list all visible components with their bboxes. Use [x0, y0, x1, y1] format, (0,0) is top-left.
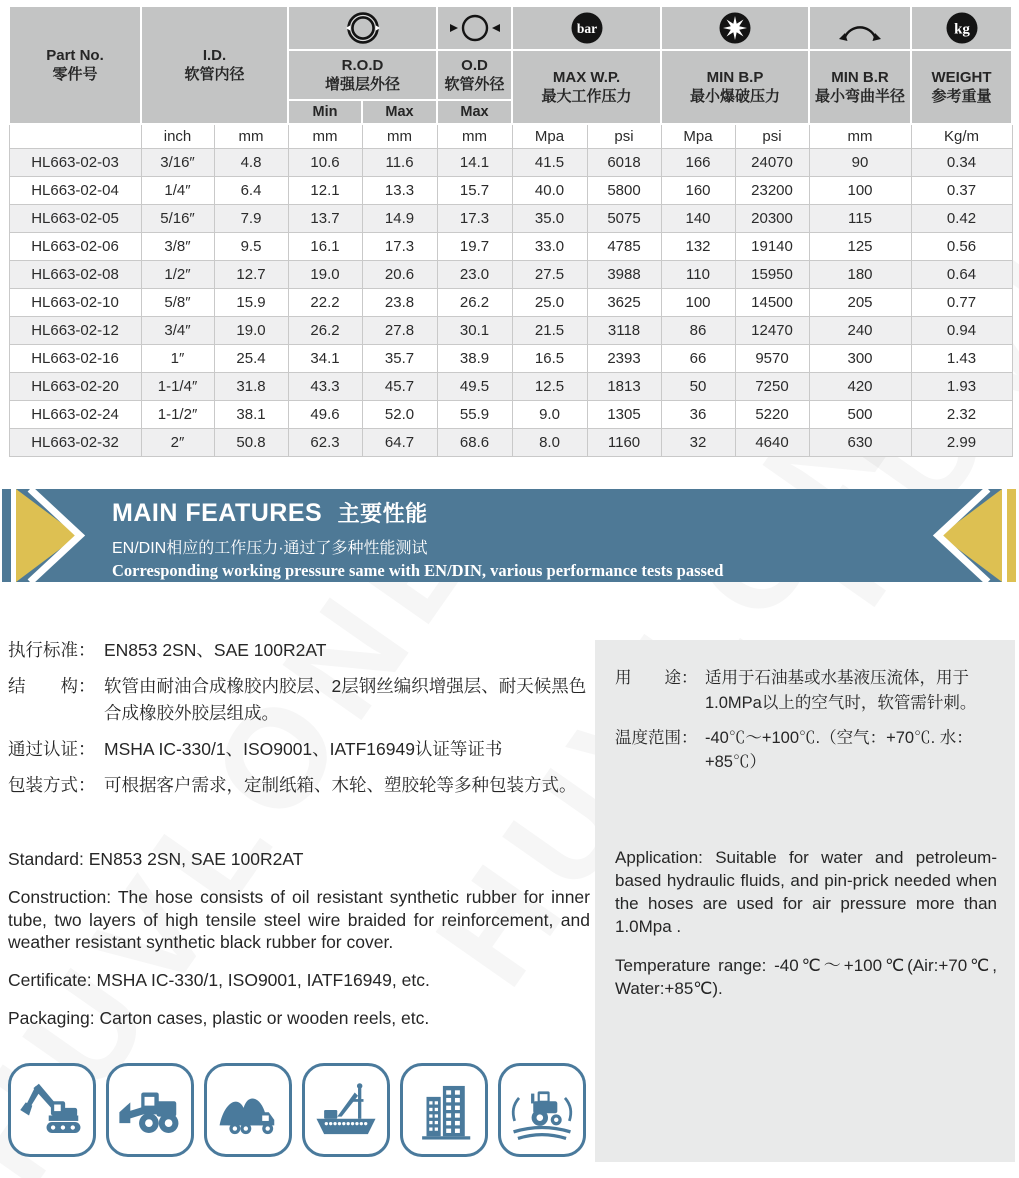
burst-icon: [661, 6, 809, 50]
building-icon: [400, 1063, 488, 1157]
unit-cell: Mpa: [512, 124, 587, 148]
table-cell: 2.99: [911, 428, 1012, 456]
table-cell: 2″: [141, 428, 214, 456]
dump-truck-icon: [204, 1063, 292, 1157]
table-cell: 5075: [587, 204, 661, 232]
table-cell: 90: [809, 148, 911, 176]
spec-item-label: Construction:: [8, 886, 112, 907]
spec-item-label: Certificate:: [8, 970, 92, 990]
table-cell: 5800: [587, 176, 661, 204]
table-cell: 68.6: [437, 428, 512, 456]
col-header-part-no: [9, 6, 141, 124]
table-cell: 1/2″: [141, 260, 214, 288]
col-header-id-zh: 软管内径: [184, 66, 245, 83]
table-cell: 23.8: [362, 288, 437, 316]
table-cell: 5/8″: [141, 288, 214, 316]
spec-item: [8, 848, 590, 871]
table-cell: 27.5: [512, 260, 587, 288]
table-cell: 19140: [735, 232, 809, 260]
table-cell: 22.2: [288, 288, 362, 316]
table-cell: HL663-02-20: [9, 372, 141, 400]
spec-item: [615, 955, 997, 1001]
table-cell: 16.5: [512, 344, 587, 372]
unit-cell: psi: [735, 124, 809, 148]
table-row: [9, 232, 1012, 260]
spec-item-text: -40℃～+100℃(Air:+70℃, Water:+85℃).: [615, 955, 997, 998]
table-cell: 0.77: [911, 288, 1012, 316]
table-cell: 3/4″: [141, 316, 214, 344]
col-header-rod-zh: 增强层外径: [325, 76, 401, 93]
table-cell: 0.34: [911, 148, 1012, 176]
table-cell: HL663-02-32: [9, 428, 141, 456]
table-cell: 420: [809, 372, 911, 400]
col-header-od-zh: 软管外径: [444, 76, 505, 93]
table-cell: 125: [809, 232, 911, 260]
specs-chinese: [8, 637, 588, 808]
table-cell: 8.0: [512, 428, 587, 456]
table-cell: HL663-02-12: [9, 316, 141, 344]
col-subheader-od-max: Max: [437, 100, 512, 124]
table-cell: 36: [661, 400, 735, 428]
table-cell: 50.8: [214, 428, 288, 456]
table-cell: HL663-02-05: [9, 204, 141, 232]
banner-subtitle-zh: EN/DIN相应的工作压力·通过了多种性能测试: [112, 540, 428, 557]
spec-item-text: 适用于石油基或水基液压流体，用于1.0MPa以上的空气时，软管需针刺。: [705, 669, 977, 712]
unit-cell: psi: [587, 124, 661, 148]
table-cell: 50: [661, 372, 735, 400]
table-cell: 0.56: [911, 232, 1012, 260]
chevron-left-icon: [922, 489, 1002, 582]
table-row: [9, 344, 1012, 372]
table-cell: 17.3: [437, 204, 512, 232]
table-cell: 30.1: [437, 316, 512, 344]
unit-cell: mm: [809, 124, 911, 148]
unit-cell: Mpa: [661, 124, 735, 148]
table-cell: 1.43: [911, 344, 1012, 372]
table-cell: 166: [661, 148, 735, 176]
table-cell: 14.9: [362, 204, 437, 232]
table-cell: 45.7: [362, 372, 437, 400]
table-cell: 14.1: [437, 148, 512, 176]
application-english: [615, 847, 997, 1001]
table-row: [9, 372, 1012, 400]
spec-item-label: Application:: [615, 848, 703, 867]
spec-item: [8, 637, 588, 663]
table-cell: 7250: [735, 372, 809, 400]
table-cell: HL663-02-24: [9, 400, 141, 428]
table-cell: 5/16″: [141, 204, 214, 232]
col-header-max-wp: [512, 50, 661, 124]
table-cell: 62.3: [288, 428, 362, 456]
table-cell: 2.32: [911, 400, 1012, 428]
table-cell: 24070: [735, 148, 809, 176]
table-cell: 115: [809, 204, 911, 232]
spec-table: [8, 5, 1013, 457]
table-cell: 49.5: [437, 372, 512, 400]
table-cell: 41.5: [512, 148, 587, 176]
col-subheader-rod-max: Max: [362, 100, 437, 124]
col-header-wp-zh: 最大工作压力: [541, 88, 632, 105]
table-cell: HL663-02-08: [9, 260, 141, 288]
svg-text:kg: kg: [953, 21, 970, 38]
col-header-wp-en: MAX W.P.: [552, 68, 621, 86]
table-row: [9, 316, 1012, 344]
spec-item-label: Temperature range:: [615, 955, 767, 975]
table-cell: 25.4: [214, 344, 288, 372]
table-row: [9, 288, 1012, 316]
table-cell: 12.7: [214, 260, 288, 288]
table-cell: 32: [661, 428, 735, 456]
table-cell: 14500: [735, 288, 809, 316]
table-cell: 27.8: [362, 316, 437, 344]
spec-item-label: 执行标准：: [8, 640, 96, 660]
table-cell: 38.9: [437, 344, 512, 372]
col-header-min-br: [809, 50, 911, 124]
col-header-rod-en: R.O.D: [341, 56, 384, 74]
table-cell: 31.8: [214, 372, 288, 400]
unit-cell: [9, 124, 141, 148]
table-cell: 4785: [587, 232, 661, 260]
table-cell: HL663-02-16: [9, 344, 141, 372]
col-header-weight-en: WEIGHT: [931, 68, 992, 86]
unit-cell: inch: [141, 124, 214, 148]
table-cell: 160: [661, 176, 735, 204]
svg-text:bar: bar: [576, 21, 597, 36]
unit-cell: mm: [437, 124, 512, 148]
table-cell: 140: [661, 204, 735, 232]
table-cell: 40.0: [512, 176, 587, 204]
table-cell: 6.4: [214, 176, 288, 204]
banner-title-zh: 主要性能: [337, 501, 428, 526]
table-body: [9, 148, 1012, 456]
table-cell: 630: [809, 428, 911, 456]
spec-item-text: -40℃～+100℃.（空气：+70℃. 水：+85℃）: [705, 728, 973, 772]
banner-right-stripe: [1007, 489, 1016, 582]
spec-item-text: EN853 2SN, SAE 100R2AT: [83, 849, 304, 869]
kg-icon: [911, 6, 1012, 50]
table-cell: 4.8: [214, 148, 288, 176]
spec-item: [615, 666, 997, 716]
spec-item-label: Standard:: [8, 849, 84, 869]
table-cell: 1305: [587, 400, 661, 428]
table-cell: HL663-02-04: [9, 176, 141, 204]
table-cell: 1-1/2″: [141, 400, 214, 428]
col-header-od-en: O.D: [461, 56, 488, 74]
table-cell: 1.93: [911, 372, 1012, 400]
table-cell: 1-1/4″: [141, 372, 214, 400]
table-cell: 3118: [587, 316, 661, 344]
table-cell: 0.42: [911, 204, 1012, 232]
table-cell: 12470: [735, 316, 809, 344]
spec-item-label: Packaging:: [8, 1007, 95, 1028]
spec-item: [8, 886, 590, 954]
banner-title: [112, 497, 892, 528]
spec-item-text: Carton cases, plastic or wooden reels, etc.: [94, 1007, 430, 1028]
application-panel: [595, 640, 1015, 1162]
table-cell: HL663-02-10: [9, 288, 141, 316]
bar-icon: [512, 6, 661, 50]
spec-item-text: 软管由耐油合成橡胶内胶层、2层钢丝编织增强层、耐天候黑色合成橡胶外胶层组成。: [104, 676, 587, 723]
table-cell: 500: [809, 400, 911, 428]
col-header-od: [437, 50, 512, 100]
main-features-banner: [2, 489, 1016, 582]
table-cell: 15.7: [437, 176, 512, 204]
banner-text: [112, 497, 892, 581]
spec-item: [8, 736, 588, 762]
table-cell: 55.9: [437, 400, 512, 428]
table-cell: 19.0: [288, 260, 362, 288]
table-cell: 3/16″: [141, 148, 214, 176]
table-row: [9, 148, 1012, 176]
table-cell: 7.9: [214, 204, 288, 232]
spec-item-text: Suitable for water and petroleum-based hydraulic fluids, and pin-prick needed when the hoses are used for air pressure more than 1.0Mpa .: [615, 848, 997, 936]
table-cell: 19.7: [437, 232, 512, 260]
table-cell: 15.9: [214, 288, 288, 316]
table-row: [9, 400, 1012, 428]
table-cell: 5220: [735, 400, 809, 428]
table-cell: 240: [809, 316, 911, 344]
table-row: [9, 428, 1012, 456]
specs-english: [8, 848, 590, 1045]
table-cell: 35.0: [512, 204, 587, 232]
unit-cell: mm: [362, 124, 437, 148]
table-cell: 12.1: [288, 176, 362, 204]
table-cell: 11.6: [362, 148, 437, 176]
table-cell: 17.3: [362, 232, 437, 260]
spec-item-text: EN853 2SN、SAE 100R2AT: [104, 640, 327, 660]
table-cell: 300: [809, 344, 911, 372]
table-cell: 13.3: [362, 176, 437, 204]
table-cell: 21.5: [512, 316, 587, 344]
table-cell: 4640: [735, 428, 809, 456]
table-cell: 25.0: [512, 288, 587, 316]
table-cell: HL663-02-03: [9, 148, 141, 176]
table-cell: 23.0: [437, 260, 512, 288]
spec-item-label: 包装方式：: [8, 775, 96, 795]
col-header-id: [141, 6, 288, 124]
banner-body: [16, 489, 1002, 582]
table-cell: 34.1: [288, 344, 362, 372]
table-cell: 9.5: [214, 232, 288, 260]
col-header-weight: [911, 50, 1012, 124]
table-cell: 132: [661, 232, 735, 260]
table-cell: 1/4″: [141, 176, 214, 204]
table-cell: 1813: [587, 372, 661, 400]
table-cell: 0.37: [911, 176, 1012, 204]
unit-cell: Kg/m: [911, 124, 1012, 148]
col-header-bp-zh: 最小爆破压力: [690, 88, 781, 105]
col-header-part-no-en: Part No.: [46, 46, 104, 64]
bend-radius-icon: [809, 6, 911, 50]
rod-ring-icon: [288, 6, 437, 50]
table-cell: 0.64: [911, 260, 1012, 288]
spec-item-label: 温度范围：: [615, 728, 698, 747]
excavator-icon: [8, 1063, 96, 1157]
table-row: [9, 176, 1012, 204]
table-cell: 16.1: [288, 232, 362, 260]
application-chinese: [615, 666, 997, 775]
table-cell: 10.6: [288, 148, 362, 176]
table-cell: 20.6: [362, 260, 437, 288]
spec-item-text: The hose consists of oil resistant synthetic rubber for inner tube, two layers of high tensile steel wire braided for reinforcement, and weather resistant synthetic black rubber for cover.: [8, 886, 590, 953]
table-cell: 100: [661, 288, 735, 316]
table-cell: 6018: [587, 148, 661, 176]
table-cell: 26.2: [437, 288, 512, 316]
table-cell: 33.0: [512, 232, 587, 260]
spec-item: [8, 1007, 590, 1030]
spec-item: [8, 772, 588, 798]
agriculture-icon: [498, 1063, 586, 1157]
table-cell: 12.5: [512, 372, 587, 400]
col-header-rod: [288, 50, 437, 100]
table-cell: 38.1: [214, 400, 288, 428]
table-row: [9, 260, 1012, 288]
table-cell: 3988: [587, 260, 661, 288]
table-cell: 3625: [587, 288, 661, 316]
chevron-right-icon: [16, 489, 96, 582]
wheel-loader-icon: [106, 1063, 194, 1157]
table-cell: 64.7: [362, 428, 437, 456]
col-header-id-en: I.D.: [202, 46, 227, 64]
table-cell: HL663-02-06: [9, 232, 141, 260]
table-cell: 35.7: [362, 344, 437, 372]
table-cell: 1″: [141, 344, 214, 372]
spec-item: [8, 969, 590, 992]
table-cell: 66: [661, 344, 735, 372]
table-cell: 13.7: [288, 204, 362, 232]
table-cell: 86: [661, 316, 735, 344]
units-row: [9, 124, 1012, 148]
col-header-part-no-zh: 零件号: [52, 66, 98, 83]
table-cell: 49.6: [288, 400, 362, 428]
spec-item-text: MSHA IC-330/1, ISO9001, IATF16949, etc.: [91, 970, 430, 990]
table-cell: 1160: [587, 428, 661, 456]
table-cell: 15950: [735, 260, 809, 288]
spec-item-text: 可根据客户需求，定制纸箱、木轮、塑胶轮等多种包装方式。: [104, 775, 577, 795]
ship-icon: [302, 1063, 390, 1157]
spec-item-label: 结 构：: [8, 676, 96, 697]
table-cell: 2393: [587, 344, 661, 372]
table-cell: 20300: [735, 204, 809, 232]
table-cell: 43.3: [288, 372, 362, 400]
table-cell: 3/8″: [141, 232, 214, 260]
table-cell: 9.0: [512, 400, 587, 428]
table-cell: 52.0: [362, 400, 437, 428]
table-cell: 0.94: [911, 316, 1012, 344]
table-cell: 19.0: [214, 316, 288, 344]
col-subheader-rod-min: Min: [288, 100, 362, 124]
spec-item: [8, 673, 588, 726]
table-row: [9, 204, 1012, 232]
col-header-br-zh: 最小弯曲半径: [815, 88, 906, 105]
spec-item-text: MSHA IC-330/1、ISO9001、IATF16949认证等证书: [104, 738, 503, 759]
table-cell: 9570: [735, 344, 809, 372]
table-cell: 180: [809, 260, 911, 288]
banner-title-en: MAIN FEATURES: [112, 499, 323, 527]
unit-cell: mm: [288, 124, 362, 148]
col-header-bp-en: MIN B.P: [706, 68, 764, 86]
table-cell: 23200: [735, 176, 809, 204]
table-cell: 100: [809, 176, 911, 204]
spec-item-label: 通过认证：: [8, 738, 96, 759]
banner-subtitle-en: Corresponding working pressure same with EN/DIN, various performance tests passed: [112, 561, 724, 580]
application-icons-row: [8, 1063, 586, 1157]
table-cell: 110: [661, 260, 735, 288]
unit-cell: mm: [214, 124, 288, 148]
col-header-weight-zh: 参考重量: [931, 88, 992, 105]
spec-item: [615, 726, 997, 776]
col-header-min-bp: [661, 50, 809, 124]
od-circle-icon: [437, 6, 512, 50]
col-header-br-en: MIN B.R: [831, 68, 889, 86]
table-cell: 205: [809, 288, 911, 316]
table-cell: 26.2: [288, 316, 362, 344]
spec-item-label: 用 途：: [615, 669, 698, 687]
banner-left-stripe: [2, 489, 11, 582]
spec-item: [615, 847, 997, 939]
